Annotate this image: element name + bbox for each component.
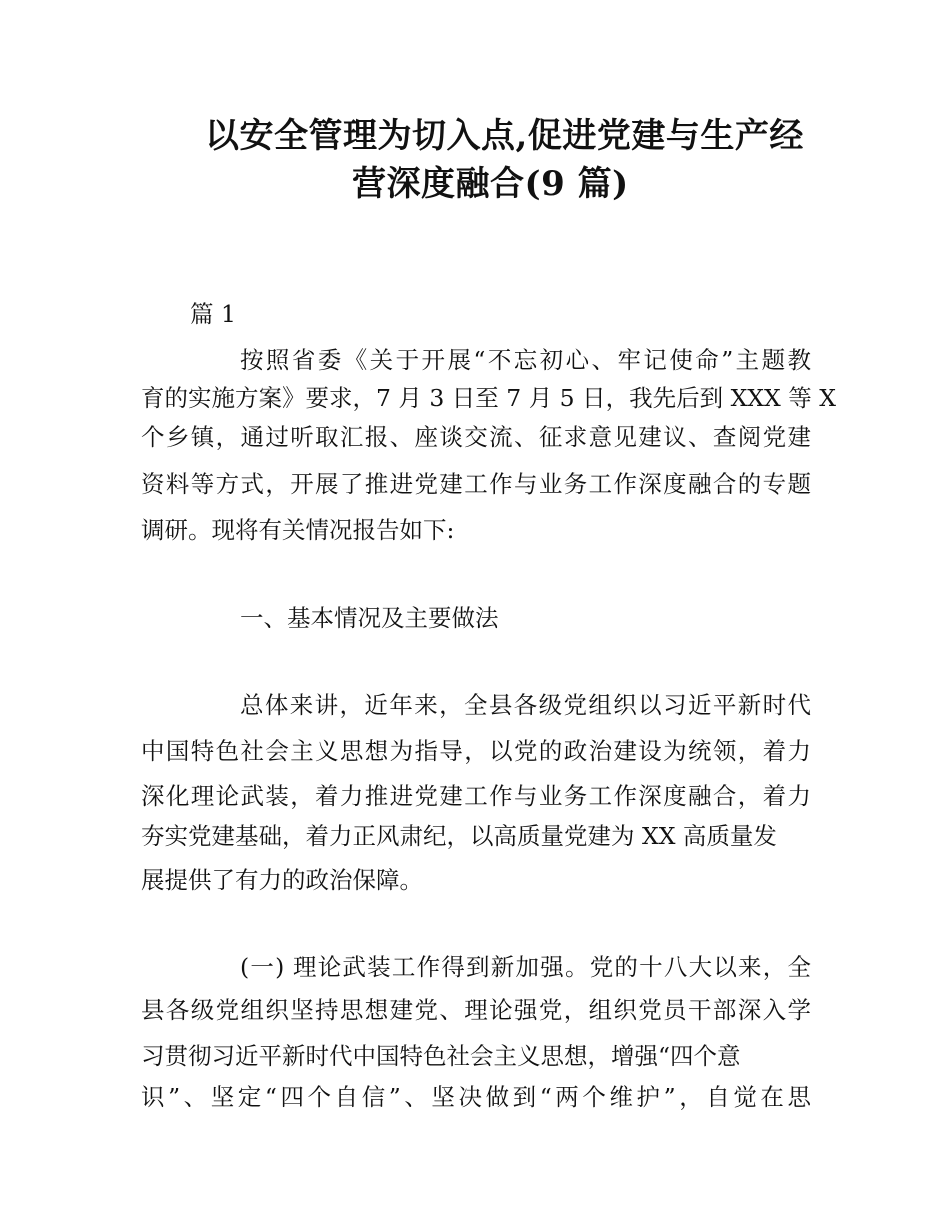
paragraph-1-line-3: 个乡镇，通过听取汇报、座谈交流、征求意见建议、查阅党建 [141,423,811,451]
paragraph-3-line-4: 识”、坚定“四个自信”、坚决做到“两个维护”，自觉在思 [141,1083,811,1111]
paragraph-2-line-5: 展提供了有力的政治保障。 [141,866,423,894]
paragraph-1-line-4: 资料等方式，开展了推进党建工作与业务工作深度融合的专题 [141,470,811,498]
paragraph-2-line-2: 中国特色社会主义思想为指导，以党的政治建设为统领，着力 [141,737,811,765]
document-title-line-2: 营深度融合(9 篇) [352,164,629,204]
section-heading-1: 一、基本情况及主要做法 [240,604,499,632]
paragraph-1-line-1: 按照省委《关于开展“不忘初心、牢记使命”主题教 [240,346,811,374]
paragraph-1-line-5: 调研。现将有关情况报告如下: [141,516,455,544]
paragraph-2-line-3: 深化理论武装，着力推进党建工作与业务工作深度融合，着力 [141,782,811,810]
document-title-line-1: 以安全管理为切入点,促进党建与生产经 [205,116,804,156]
paragraph-3-line-1: (一) 理论武装工作得到新加强。党的十八大以来，全 [240,953,811,981]
paragraph-3-line-3: 习贯彻习近平新时代中国特色社会主义思想，增强“四个意 [141,1042,741,1070]
section-label: 篇 1 [190,300,236,328]
paragraph-1-line-2: 育的实施方案》要求，7 月 3 日至 7 月 5 日，我先后到 XXX 等 X [141,384,836,412]
paragraph-3-line-2: 县各级党组织坚持思想建党、理论强党，组织党员干部深入学 [141,996,811,1024]
paragraph-2-line-4: 夯实党建基础，着力正风肃纪，以高质量党建为 XX 高质量发 [141,822,777,850]
paragraph-2-line-1: 总体来讲，近年来，全县各级党组织以习近平新时代 [240,691,811,719]
